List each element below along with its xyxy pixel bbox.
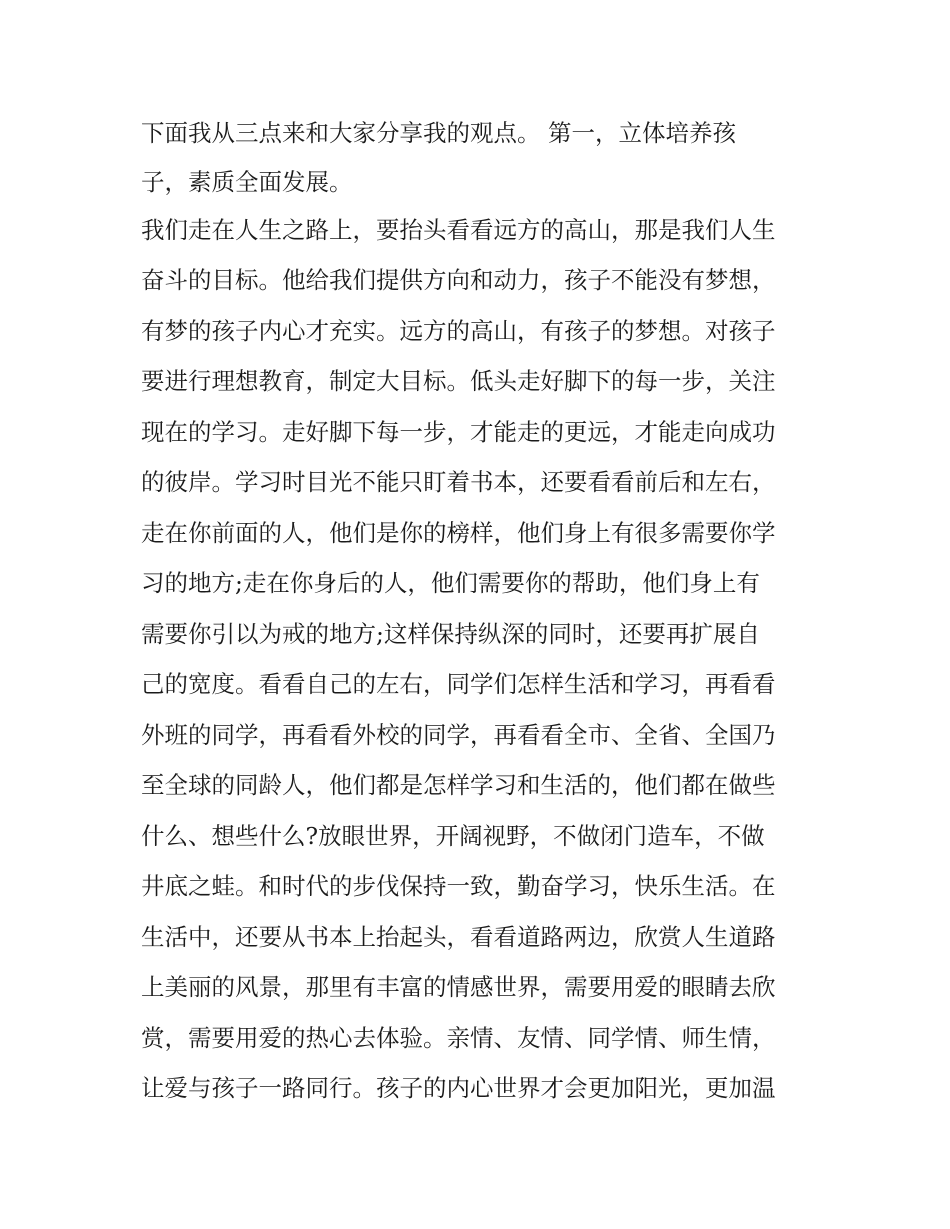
text-line: 奋斗的目标。他给我们提供方向和动力，孩子不能没有梦想， — [141, 266, 776, 294]
body-text — [141, 108, 821, 1114]
text-line: 赏，需要用爱的热心去体验。亲情、友情、同学情、师生情， — [141, 1023, 776, 1052]
text-line: 子，素质全面发展。 — [141, 167, 353, 196]
text-line: 的彼岸。学习时目光不能只盯着书本，还要看看前后和左右， — [141, 468, 776, 496]
text-line: 井底之蛙。和时代的步伐保持一致，勤奋学习，快乐生活。在 — [141, 872, 776, 900]
text-line: 需要你引以为戒的地方;这样保持纵深的同时，还要再扩展自 — [141, 619, 760, 648]
text-line: 走在你前面的人，他们是你的榜样，他们身上有很多需要你学 — [141, 518, 776, 547]
text-line: 习的地方;走在你身后的人，他们需要你的帮助，他们身上有 — [141, 569, 760, 597]
text-line: 己的宽度。看看自己的左右，同学们怎样生活和学习，再看看 — [141, 670, 776, 698]
text-line: 要进行理想教育，制定大目标。低头走好脚下的每一步，关注 — [141, 367, 776, 395]
text-line: 外班的同学，再看看外校的同学，再看看全市、全省、全国乃 — [141, 720, 776, 749]
text-line: 什么、想些什么?放眼世界，开阔视野，不做闭门造车，不做 — [141, 821, 765, 850]
text-line: 现在的学习。走好脚下每一步，才能走的更远，才能走向成功 — [141, 417, 776, 446]
text-line: 上美丽的风景，那里有丰富的情感世界，需要用爱的眼睛去欣 — [141, 973, 776, 1001]
text-line: 让爱与孩子一路同行。孩子的内心世界才会更加阳光，更加温 — [141, 1074, 776, 1102]
text-line: 生活中，还要从书本上抬起头，看看道路两边，欣赏人生道路 — [141, 922, 776, 951]
text-line: 我们走在人生之路上，要抬头看看远方的高山，那是我们人生 — [141, 215, 776, 244]
text-line: 有梦的孩子内心才充实。远方的高山，有孩子的梦想。对孩子 — [141, 316, 776, 345]
text-line: 下面我从三点来和大家分享我的观点。 第一，立体培养孩 — [141, 119, 736, 147]
text-line: 至全球的同龄人，他们都是怎样学习和生活的，他们都在做些 — [141, 771, 776, 799]
